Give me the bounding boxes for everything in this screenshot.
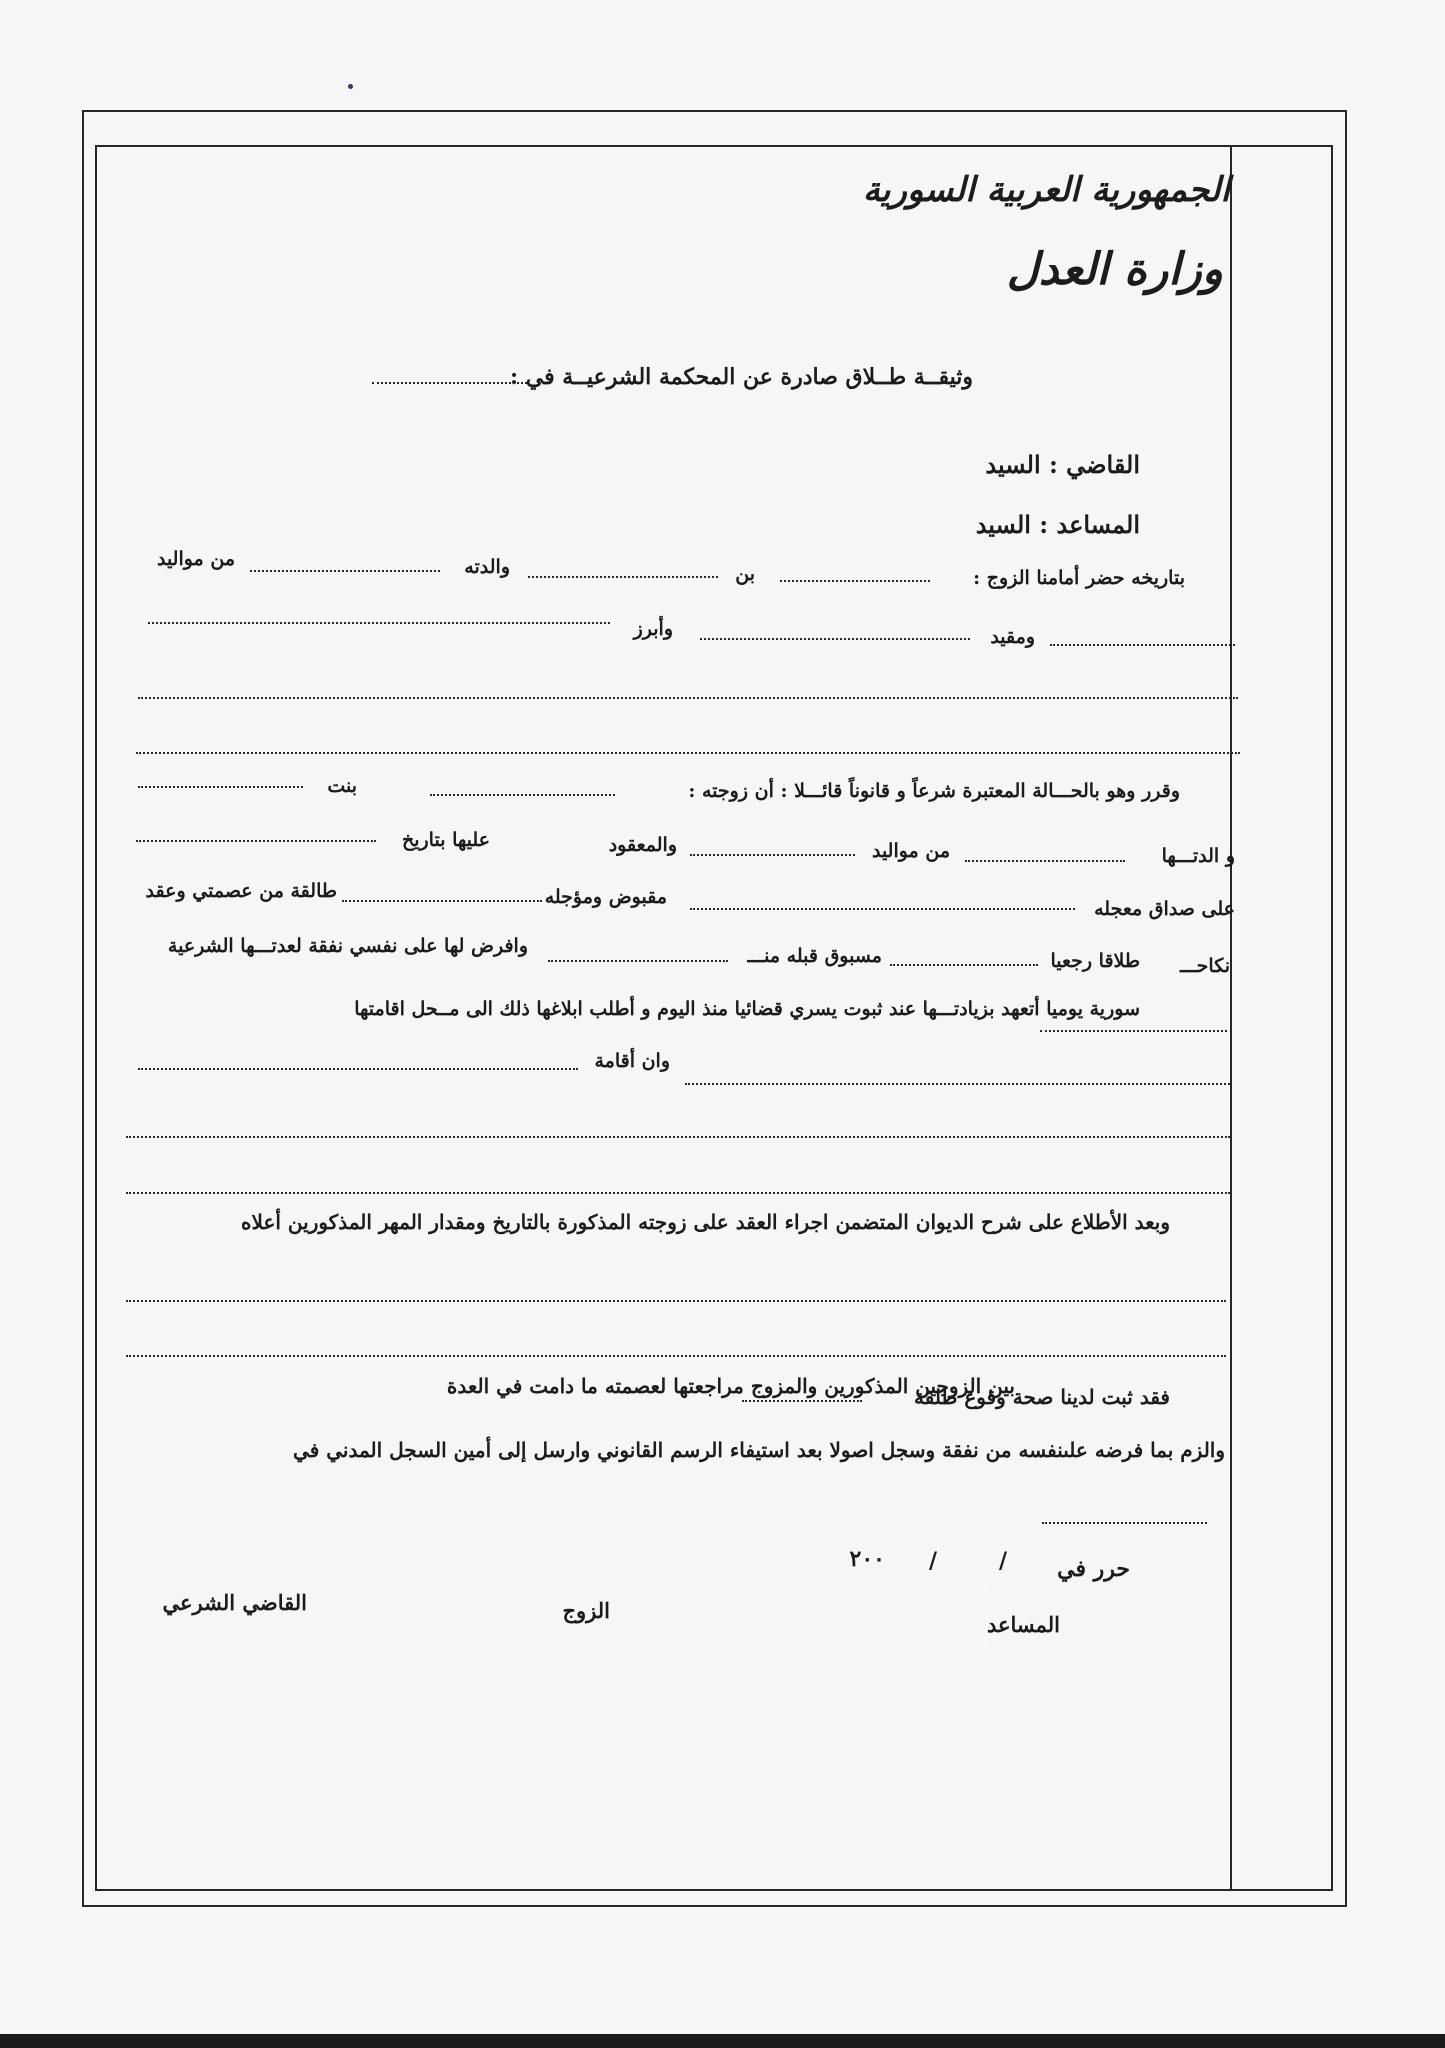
blank-line	[126, 1355, 1226, 1357]
issued-on-label: حرر في	[1057, 1556, 1130, 1582]
line4-her-mother-label: و الدتـــها	[1161, 845, 1235, 867]
date-separator: /	[928, 1548, 937, 1574]
prior-divorce-field	[548, 960, 728, 962]
mother-name-field	[250, 570, 440, 572]
line5-dowry-label: على صداق معجله	[1094, 898, 1235, 920]
erased-patch	[848, 1585, 988, 1645]
father-name-field	[528, 576, 718, 578]
advance-dowry-field	[690, 908, 1075, 910]
line2-presented-label: وأبرز	[633, 618, 673, 640]
wife-mother-field	[965, 860, 1125, 862]
wife-father-field	[138, 786, 303, 788]
line6-marriage-label: نكاحـــ	[1179, 955, 1230, 977]
line6-revocable-label: طلاقا رجعيا	[1050, 950, 1140, 972]
residence-field	[685, 1083, 1230, 1085]
assistant-label: المساعد : السيد	[975, 510, 1140, 539]
line3-declaration: وقرر وهو بالحـــالة المعتبرة شرعاً و قانوناً قائـــلا : أن زوجته :	[688, 780, 1180, 802]
document-title: وثيقــة طــلاق صادرة عن المحكمة الشرعيــة في :	[509, 364, 973, 390]
registry-office-field	[1042, 1522, 1207, 1524]
line9-text: وبعد الأطلاع على شرح الديوان المتضمن اجراء العقد على زوجته المذكورة بالتاريخ ومقدار المهر المذكورين أعلاه	[241, 1210, 1170, 1234]
line5-received-label: مقبوض ومؤجله	[544, 886, 667, 908]
margin-rule	[1230, 145, 1232, 1891]
judge-signature-label: القاضي الشرعي	[162, 1590, 307, 1615]
ministry-heading: وزارة العدل	[1006, 244, 1223, 295]
wife-name-field	[430, 794, 615, 796]
blank-line	[126, 1192, 1230, 1194]
line4-date-label: عليها بتاريخ	[401, 829, 490, 851]
contract-date-field	[136, 840, 376, 842]
line5-divorced-label: طالقة من عصمتي وعقد	[145, 880, 337, 902]
husband-signature-label: الزوج	[562, 1598, 610, 1623]
blank-line	[126, 1136, 1230, 1138]
document-field	[700, 638, 970, 640]
judge-label: القاضي : السيد	[985, 450, 1140, 479]
registry-field	[1050, 644, 1235, 646]
line1-birth-label: من مواليد	[156, 548, 235, 570]
date-separator: /	[998, 1548, 1007, 1574]
line11-text: والزم بما فرضه علىنفسه من نفقة وسجل اصولا بعد استيفاء الرسم القانوني وارسل إلى أمين السجل المدني في	[293, 1438, 1225, 1462]
divorce-count-field	[742, 1400, 862, 1402]
wife-birth-field	[690, 854, 855, 856]
presented-field	[148, 622, 610, 624]
scan-edge	[0, 2034, 1445, 2048]
line6-alimony-label: وافرض لها على نفسي نفقة لعدتـــها الشرعية	[167, 935, 528, 957]
blank-line	[126, 1300, 1226, 1302]
husband-name-field	[780, 580, 930, 582]
republic-heading: الجمهورية العربية السورية	[862, 170, 1230, 210]
line3-daughter-of-label: بنت	[327, 775, 357, 797]
line1-son-of-label: بن	[735, 563, 755, 585]
date-year: ٢٠٠	[849, 1546, 885, 1572]
daily-amount-field	[1040, 1030, 1227, 1032]
assistant-signature-label: المساعد	[986, 1612, 1060, 1637]
line10-text: بين الزوجين المذكورين والمزوج مراجعتها لعصمته ما دامت في العدة	[446, 1374, 1015, 1398]
ink-speck	[348, 84, 353, 89]
blank-line	[136, 752, 1240, 754]
line8-residence-label: وان أقامة	[594, 1050, 670, 1072]
residence-field-2	[138, 1068, 578, 1070]
divorce-type-field	[890, 964, 1038, 966]
line10-divorce-label: فقد ثبت لدينا صحة وقوع طلقة	[914, 1385, 1170, 1409]
line1-mother-label: والدته	[464, 556, 510, 578]
line4-birth-label: من مواليد	[871, 840, 950, 862]
line1-husband-label: بتاريخه حضر أمامنا الزوج :	[973, 567, 1185, 589]
court-field	[372, 382, 527, 384]
line6-preceded-label: مسبوق قبله منـــ	[747, 945, 882, 967]
deferred-dowry-field	[342, 900, 542, 902]
line4-contracted-label: والمعقود	[608, 834, 677, 856]
line2-registered-label: ومقيد	[990, 626, 1035, 648]
line7-text: سورية يوميا أتعهد بزيادتـــها عند ثبوت يسري قضائيا منذ اليوم و أطلب ابلاغها ذلك الى مــحل اقامتها	[354, 998, 1140, 1020]
blank-line	[138, 697, 1238, 699]
